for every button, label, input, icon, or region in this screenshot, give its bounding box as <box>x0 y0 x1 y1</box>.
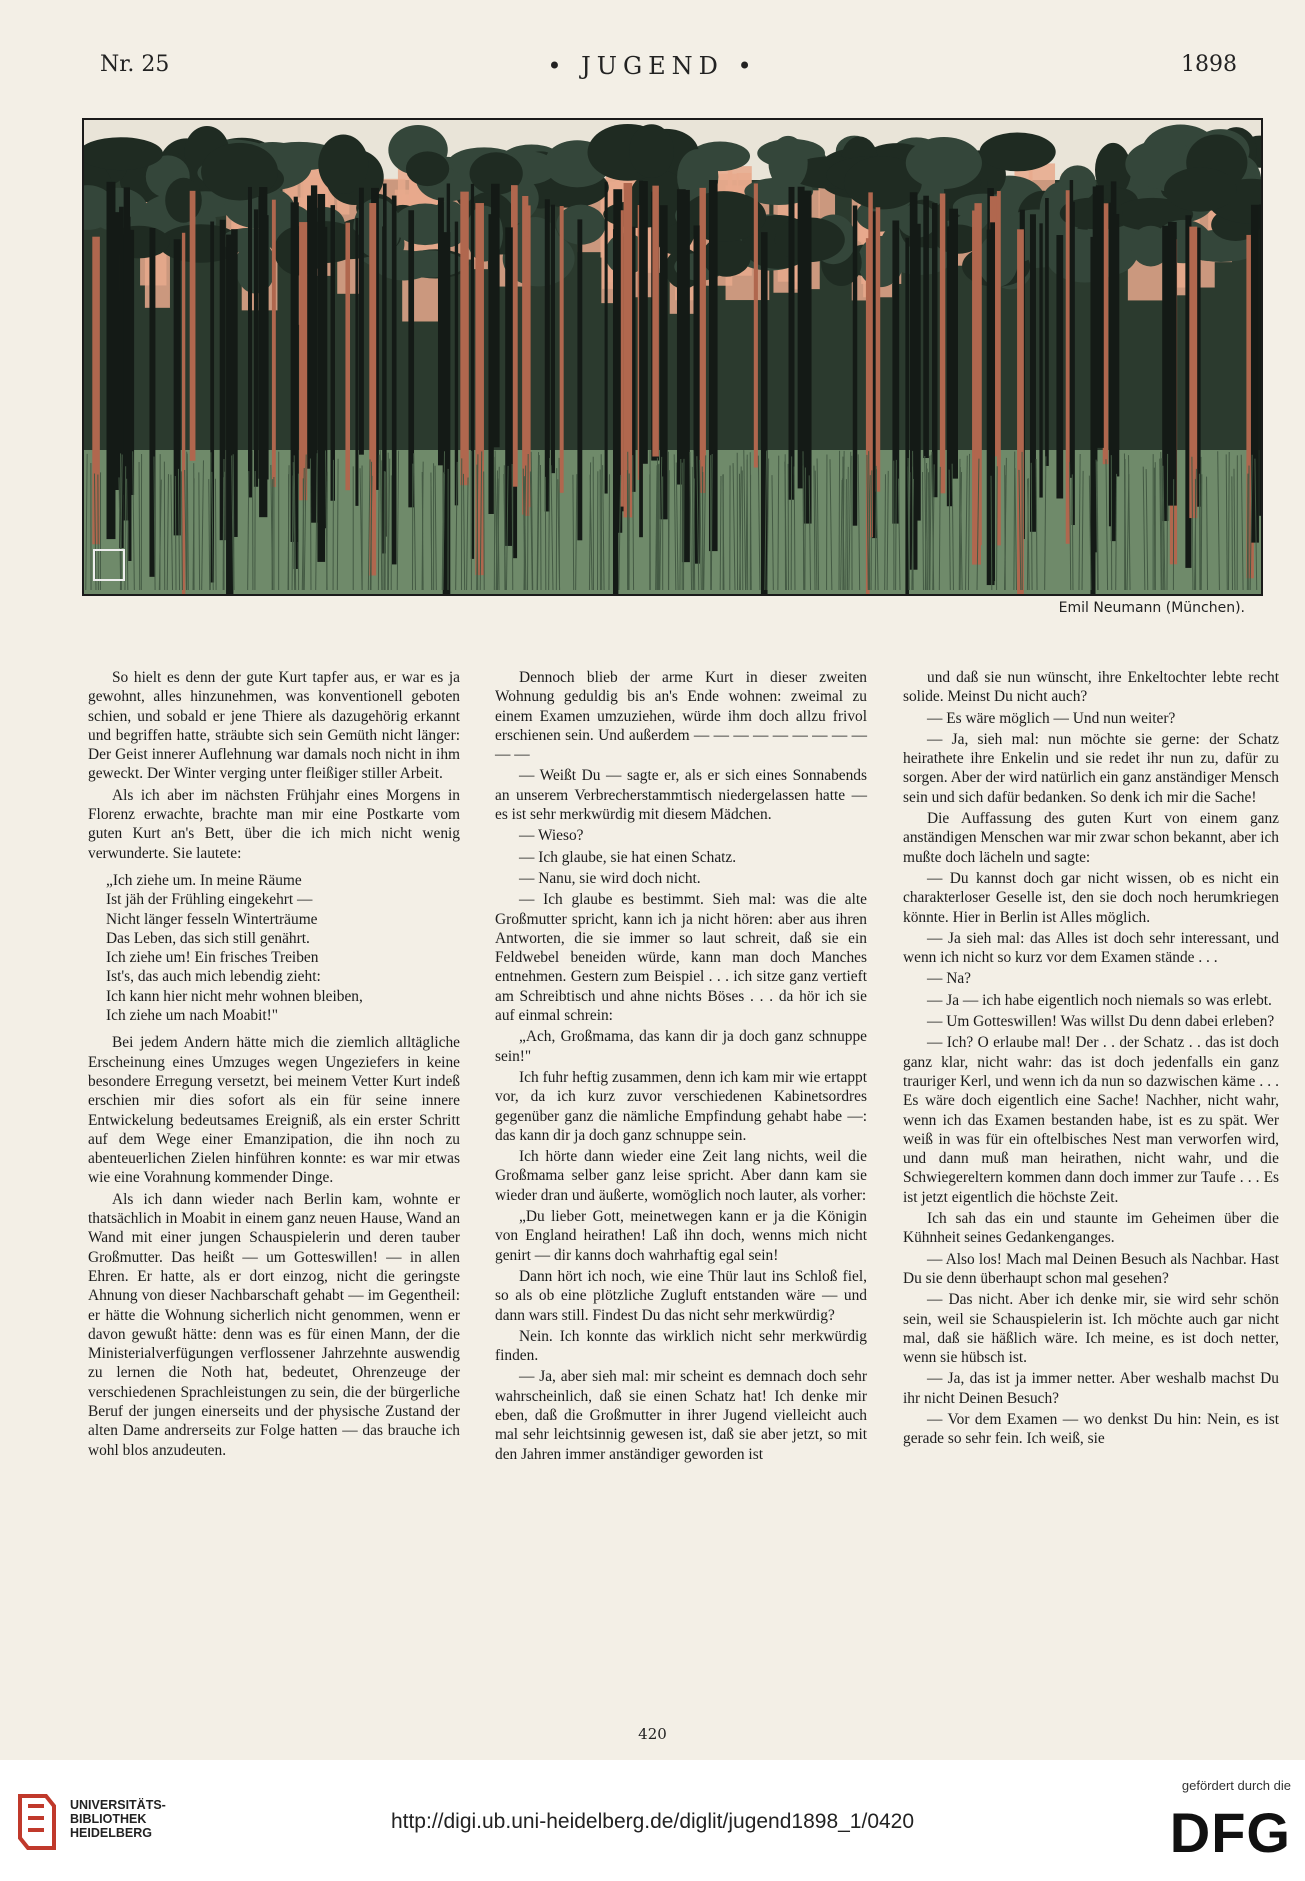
paragraph: Ich hörte dann wieder eine Zeit lang nichts, weil die Großmama selber ganz leise spricht. Aber dann kam sie wieder dran und äußerte, womöglich noch lauter, als vorher: <box>495 1148 867 1204</box>
paragraph: — Du kannst doch gar nicht wissen, ob es nicht ein charakterloser Geselle ist, den sie doch noch herumkriegen könnte. Hier in Berlin ist Alles möglich. <box>903 869 1279 926</box>
paragraph: Die Auffassung des guten Kurt von einem ganz anständigen Menschen war mir zwar schon bekannt, aber ich mußte doch lächeln und sagte: <box>903 810 1279 866</box>
text-column-3 <box>903 668 1279 1451</box>
paragraph: — Vor dem Examen — wo denkst Du hin: Nein, es ist gerade so sehr fein. Ich weiß, sie <box>903 1410 1279 1448</box>
paragraph: — Ja, sieh mal: nun möchte sie gerne: der Schatz heirathete ihre Enkelin und sie redet ihr nun zu, dafür zu sorgen. Aber der wird natürlich ein ganz anständiger Mensch sein und sich dafür bedanken. So denk ich mir die Sache! <box>903 730 1279 806</box>
journal-title: • JUGEND • <box>547 52 758 80</box>
text-column-1 <box>88 668 460 1462</box>
paragraph: „Ach, Großmama, das kann dir ja doch ganz schnuppe sein!" <box>495 1028 867 1065</box>
forest-illustration <box>82 118 1263 596</box>
paragraph: — Ich glaube, sie hat einen Schatz. <box>519 848 737 866</box>
paragraph: — Ja, aber sieh mal: mir scheint es demnach doch sehr wahrscheinlich, daß sie einen Schatz hat! Ich denke mir eben, daß die Großmutter in ihrer Jugend vielleicht auch mal sehr leichtsinnig gewesen ist, daß sie aber jetzt, so mit den Jahren immer anständiger geworden ist <box>495 1368 867 1463</box>
forest-drawing <box>84 120 1261 594</box>
library-name: UNIVERSITÄTS- BIBLIOTHEK HEIDELBERG <box>70 1798 166 1840</box>
poem-line: Ich ziehe um nach Moabit!" <box>106 1007 279 1025</box>
dfg-logo: DFG <box>1169 1801 1291 1864</box>
paragraph: — Also los! Mach mal Deinen Besuch als Nachbar. Hast Du sie denn überhaupt schon mal gesehen? <box>903 1250 1279 1287</box>
paragraph: Als ich aber im nächsten Frühjahr eines Morgens in Florenz erwachte, brachte man mir eine Postkarte vom guten Kurt an's Bett, über die ich mich nicht wenig verwunderte. Sie lautete: <box>88 786 460 862</box>
poem-line: Ist jäh der Frühling eingekehrt — <box>106 891 313 909</box>
paragraph: Ich fuhr heftig zusammen, denn ich kam mir wie ertappt vor, da ich kurz zuvor verschiedenen Kabinetsordres gegenüber ganz die nämliche Empfindung gehabt habe —: das kann dir ja doch ganz schnuppe sein. <box>495 1068 867 1144</box>
year: 1898 <box>1181 52 1237 77</box>
poem-line: Ich ziehe um! Ein frisches Treiben <box>106 949 319 967</box>
paragraph: — Um Gotteswillen! Was willst Du denn dabei erleben? <box>927 1013 1275 1031</box>
issue-number: Nr. 25 <box>100 52 170 77</box>
paragraph: So hielt es denn der gute Kurt tapfer aus, er war es ja gewohnt, alles hinzunehmen, was konventionell geboten schien, und sobald er jene Thiere als dazugehörig erkannt und begriffen hatte, sträubte sich sein Gemüth nicht länger: Der Geist innerer Auflehnung war damals noch nicht in ihm geweckt. Der Winter verging unter fleißiger stiller Arbeit. <box>88 669 460 783</box>
poem <box>106 871 460 1025</box>
poem-line: Das Leben, das sich still genährt. <box>106 929 310 947</box>
paragraph: — Weißt Du — sagte er, als er sich eines Sonnabends an unserem Verbrecherstammtisch niedergelassen hatte — es ist sehr merkwürdig mit diesem Mädchen. <box>495 767 867 824</box>
paragraph: Ich sah das ein und staunte im Geheimen über die Kühnheit seines Gedankenganges. <box>903 1210 1279 1247</box>
paragraph: — Ich? O erlaube mal! Der . . der Schatz . . das ist doch ganz klar, nicht wahr: das ist doch jedenfalls ein ganz trauriger Kerl, und wenn ich da nun so dazwischen käme . . . Es wäre doch eigentlich eine Sache! Nachher, nicht wahr, wenn ich das Examen bestanden habe, ist es zu spät. Wer weiß in was für ein oftelbisches Nest man verworfen wird, und dann muß man heirathen, nicht wahr, und die Schwiegereltern kommen dann doch immer zur Taufe . . . Es ist jetzt eigentlich die höchste Zeit. <box>903 1034 1279 1206</box>
funded-by-label: gefördert durch die <box>1181 1778 1291 1793</box>
illustration-credit: Emil Neumann (München). <box>1058 600 1245 616</box>
poem-line: Nicht länger fesseln Winterträume <box>106 910 318 928</box>
source-url-link[interactable]: http://digi.ub.uni-heidelberg.de/diglit/jugend1898_1/0420 <box>390 1810 915 1833</box>
paragraph: — Wieso? <box>519 827 584 845</box>
paragraph: Dennoch blieb der arme Kurt in dieser zweiten Wohnung geduldig bis an's Ende wohnen: zweimal zu einem Examen umzuziehen, würde ihm doch allzu frivol erschienen sein. Und außerdem — — — — — — — — — — — <box>495 669 867 764</box>
paragraph: — Ich glaube es bestimmt. Sieh mal: was die alte Großmutter spricht, kann ich ja nicht hören: aber aus ihren Antworten, die sie immer so laut schreit, daß sie ein Feldwebel beneiden würde, kann man doch Manches entnehmen. Gestern zum Beispiel . . . ich sitze ganz vertieft am Schreibtisch und ahne nichts Böses . . . da hör ich sie auf einmal schrein: <box>495 891 867 1025</box>
poem-line: „Ich ziehe um. In meine Räume <box>106 871 302 889</box>
paragraph: — Ja sieh mal: das Alles ist doch sehr interessant, und wenn ich nicht so kurz vor dem Examen stände . . . <box>903 929 1279 967</box>
paragraph: — Na? <box>927 970 972 988</box>
digitization-footer <box>0 1760 1305 1881</box>
paragraph: „Du lieber Gott, meinetwegen kann er ja die Königin von England heirathen! Laß ihn doch, wenns mich nicht genirt — dir kanns doch wahrhaftig egal sein! <box>495 1208 867 1264</box>
page-number: 420 <box>638 1725 667 1743</box>
poem-line: Ich kann hier nicht mehr wohnen bleiben, <box>106 987 363 1005</box>
paragraph: — Ja, das ist ja immer netter. Aber weshalb machst Du ihr nicht Deinen Besuch? <box>903 1370 1279 1407</box>
poem-line: Ist's, das auch mich lebendig zieht: <box>106 968 321 986</box>
paragraph: Bei jedem Andern hätte mich die ziemlich alltägliche Erscheinung eines Umzuges wegen Ungeziefers in keine besondere Erregung versetzt, bei meinem Vetter Kurt indeß erschien mir dies sofort als ein für seine innere Entwickelung bedeutsames Ereigniß, als ein erster Schritt auf dem Wege einer Emanzipation, die ihn noch zu abenteuerlichen Zielen hinführen konnte: es war mir etwas wie eine Vorahnung kommender Dinge. <box>88 1034 460 1187</box>
paragraph: und daß sie nun wünscht, ihre Enkeltochter lebte recht solide. Meinst Du nicht auch? <box>903 669 1279 706</box>
paragraph: — Es wäre möglich — Und nun weiter? <box>927 709 1176 727</box>
paragraph: Nein. Ich konnte das wirklich nicht sehr merkwürdig finden. <box>495 1327 867 1365</box>
paragraph: — Nanu, sie wird doch nicht. <box>519 869 701 887</box>
paragraph: — Das nicht. Aber ich denke mir, sie wird sehr schön sein, weil sie Schauspielerin ist. Ich möchte auch gar nicht mal, daß sie häßlich wäre. Ich meine, es ist doch netter, wenn sie hübsch ist. <box>903 1291 1279 1367</box>
text-column-2 <box>495 668 867 1466</box>
paragraph: — Ja — ich habe eigentlich noch niemals so was erlebt. <box>927 991 1272 1009</box>
paragraph: Dann hört ich noch, wie eine Thür laut ins Schloß fiel, so als ob eine plötzliche Zugluft entstanden wäre — und dann wars still. Findest Du das nicht sehr merkwürdig? <box>495 1267 867 1324</box>
paragraph: Als ich dann wieder nach Berlin kam, wohnte er thatsächlich in Moabit in einem ganz neuen Hause, Wand an Wand mit einer jungen Schauspielerin und deren tauber Großmutter. Das heißt — um Gotteswillen! — in allen Ehren. Er hatte, als er dort einzog, nicht die geringste Ahnung von dieser Nachbarschaft gehabt — im Gegentheil: er hätte die Wohnung sicherlich nicht genommen, wenn er davon gewußt hätte: denn was es für einen Mann, der die Ministerialverfügungen verflossener Jahrzehnte auswendig zu lernen die Noth hat, bedeutet, Ohrenzeuge der verschiedenen Sprachleistungen zu sein, die der bürgerliche Beruf der jungen einerseits und der physische Zustand der alten Dame andrerseits zur Folge hatten — das brauche ich wohl blos anzudeuten. <box>88 1190 461 1459</box>
